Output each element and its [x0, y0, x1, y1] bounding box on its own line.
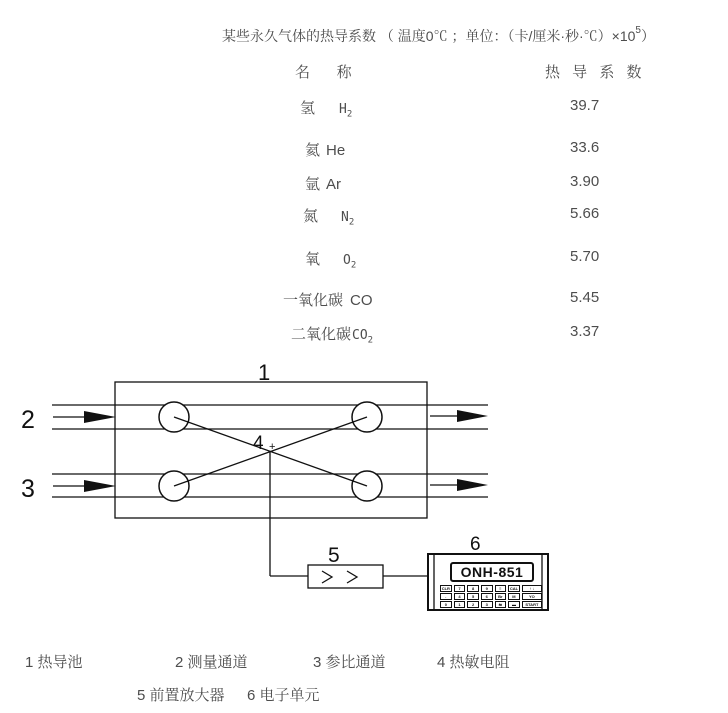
thermistor-label: 4 — [253, 433, 264, 454]
cell-label: 1 — [258, 360, 271, 385]
gas-formula — [326, 142, 345, 161]
legend-item-reference-channel: 3 参比通道 — [313, 654, 386, 671]
formula-symbol: CO — [350, 292, 373, 309]
unit-label: 6 — [470, 534, 481, 555]
formula-symbol: Ar — [326, 176, 342, 193]
keypad-key: 4 — [454, 593, 466, 600]
keypad-key: M — [508, 593, 520, 600]
amplifier-chevron-icon — [322, 571, 332, 583]
legend-item-measurement-channel: 2 测量通道 — [175, 654, 248, 671]
keypad-key: START — [522, 601, 542, 608]
column-header-conductivity: 热 导 系 数 — [545, 64, 646, 81]
keypad-key: . — [440, 593, 452, 600]
legend-item-preamp: 5 前置放大器 — [137, 687, 225, 704]
measurement-channel-label: 2 — [21, 406, 35, 434]
title-close: ） — [640, 28, 655, 44]
keypad-key: YO — [522, 593, 542, 600]
keypad-key: 0 — [440, 601, 452, 608]
formula-subscript: 2 — [350, 260, 357, 271]
legend-item-cell: 1 热导池 — [25, 654, 83, 671]
gas-formula — [350, 292, 373, 311]
page-title — [222, 26, 655, 46]
table-row — [305, 173, 341, 195]
gas-formula — [343, 253, 356, 271]
flow-arrow-icon — [457, 410, 488, 422]
formula-subscript: 2 — [346, 109, 353, 120]
gas-name: 氢 — [300, 100, 316, 117]
legend-item-electronic-unit: 6 电子单元 — [247, 687, 320, 704]
keypad-key: 7 — [454, 585, 466, 592]
gas-formula — [339, 102, 352, 120]
tcd-schematic — [0, 360, 728, 613]
keypad-key: CAL — [509, 586, 519, 591]
keypad-key: 2 — [467, 601, 479, 608]
unit-display: ONH-851 — [450, 562, 534, 582]
gas-name: 氩 — [305, 176, 321, 193]
keypad-key: ↑ ↓ — [522, 585, 542, 592]
table-row — [305, 139, 345, 161]
flow-arrow-icon — [457, 479, 488, 491]
table-row — [291, 323, 373, 346]
keypad-key: Br — [495, 593, 507, 600]
keypad-key: 5 — [467, 593, 479, 600]
keypad-key: ▬ — [508, 601, 520, 608]
amplifier-chevron-icon — [347, 571, 357, 583]
formula-symbol: O — [343, 253, 351, 268]
formula-subscript: 2 — [348, 217, 355, 228]
keypad-key: 6 — [481, 593, 493, 600]
formula-symbol: N — [341, 210, 349, 225]
title-main: 某些永久气体的热导系数 （ 温度0℃ ；单位：（卡/厘米·秒·℃）×10 — [222, 28, 636, 44]
reference-channel-label: 3 — [21, 475, 35, 503]
gas-formula — [326, 176, 341, 195]
gas-value: 33.6 — [570, 139, 600, 156]
keypad-key: 1 — [454, 601, 466, 608]
table-row — [305, 248, 356, 271]
gas-name: 一氧化碳 — [283, 292, 344, 309]
keypad-key: 3 — [481, 601, 493, 608]
keypad-key: ≡ — [495, 585, 507, 592]
gas-name: 二氧化碳 — [291, 326, 352, 343]
table-row — [283, 289, 373, 311]
preamp-box — [308, 565, 383, 588]
flow-arrow-icon — [84, 411, 116, 423]
gas-formula — [341, 210, 354, 228]
gas-value: 3.37 — [570, 323, 600, 340]
gas-value: 5.70 — [570, 248, 600, 265]
formula-symbol: CO — [352, 328, 368, 343]
table-row — [303, 205, 354, 228]
legend-item-thermistor: 4 热敏电阻 — [437, 654, 510, 671]
gas-name: 氦 — [305, 142, 321, 159]
formula-symbol: He — [326, 142, 346, 159]
gas-value: 5.66 — [570, 205, 600, 222]
gas-value: 5.45 — [570, 289, 600, 306]
formula-subscript: 2 — [367, 335, 374, 346]
gas-name: 氮 — [303, 208, 319, 225]
gas-formula — [352, 328, 373, 346]
table-row — [300, 97, 352, 120]
keypad-key: 9 — [481, 585, 493, 592]
junction-mark: + — [269, 441, 276, 453]
unit-keypad — [440, 585, 542, 609]
keypad-key: ⇆ — [495, 601, 507, 608]
column-header-name: 名 称 — [295, 64, 354, 81]
gas-value: 3.90 — [570, 173, 600, 190]
gas-value: 39.7 — [570, 97, 600, 114]
keypad-key: CLR — [441, 586, 450, 591]
title-superscript: 5 — [635, 25, 641, 37]
keypad-key: 8 — [467, 585, 479, 592]
flow-arrow-icon — [84, 480, 116, 492]
gas-name: 氧 — [305, 251, 321, 268]
formula-symbol: H — [339, 102, 347, 117]
preamp-label: 5 — [328, 544, 340, 567]
